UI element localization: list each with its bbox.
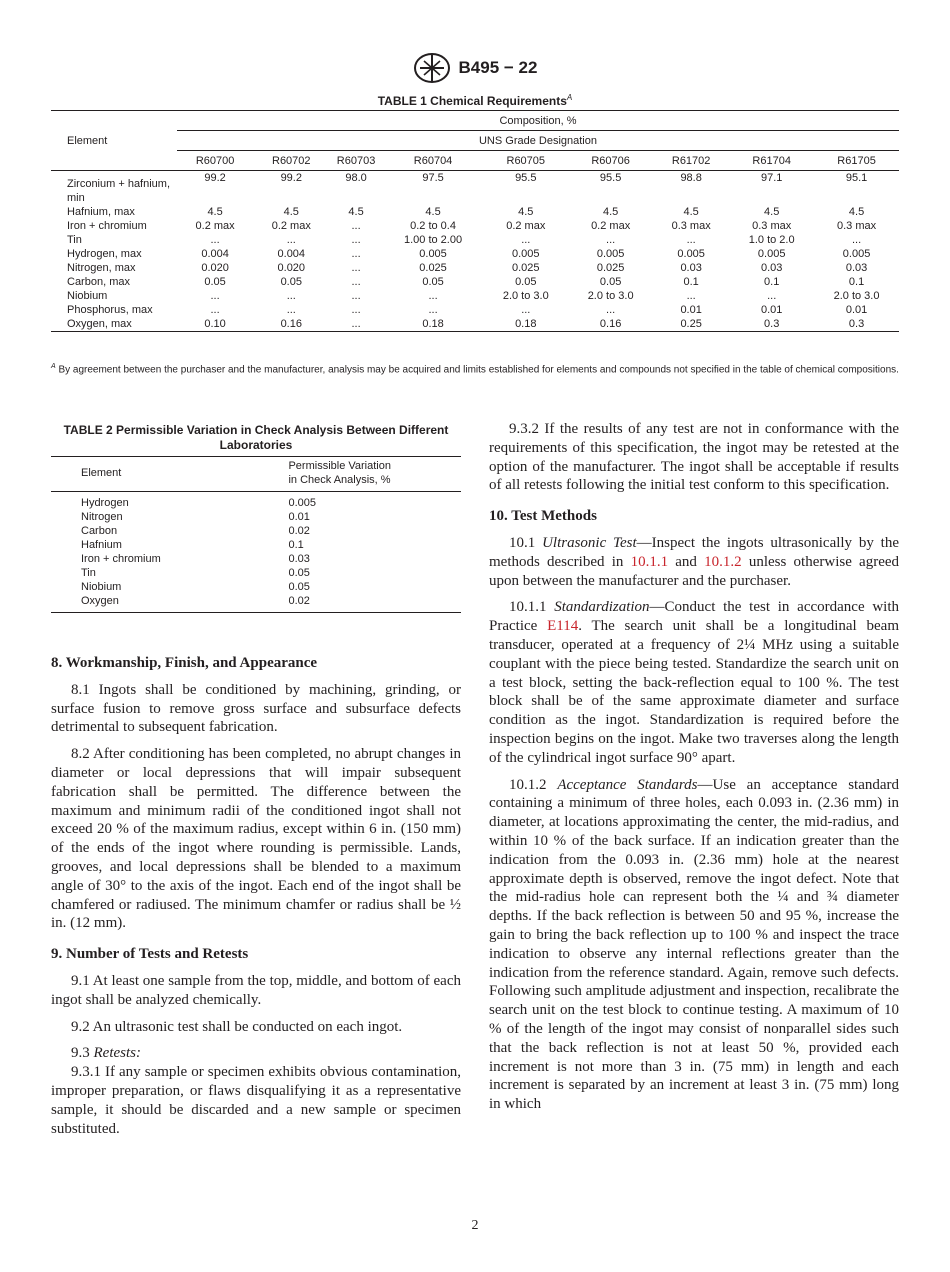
table1-value-cell: 4.5 [602,206,619,218]
table1-element-cell: Niobium [67,290,108,302]
table2-value-cell: 0.1 [288,539,304,551]
table1-value-cell: 0.03 [680,262,702,274]
table1-grade: R60702 [253,151,329,171]
section-8-heading: 8. Workmanship, Finish, and Appearance [51,655,318,671]
table2-value-cell: 0.01 [288,511,310,523]
table2-value-cell: 0.05 [288,581,310,593]
table1-value-cell: 99.2 [280,172,302,184]
table2-value-cell: 0.005 [288,497,316,509]
para-9-3-2: 9.3.2 If the results of any test are not in conformance with the requirements of this specification, the ingot may be retested at the option of the manufacturer. The ingot shall be acceptable if results of all retests following the initial test conform to this specification. [489,421,899,494]
para-10-1-text-c: unless otherwise agreed upon between the manufacturer and the purchaser. [489,553,900,589]
table1-value-cell: 0.05 [204,276,226,288]
table1-footnote-text: By agreement between the purchaser and the manufacturer, analysis may be acquired and limits established for elements and compounds not specified in the table of chemical compositions. [58,364,899,376]
para-10-1-2-text: —Use an acceptance standard containing a minimum of three holes, each 0.093 in. (2.36 mm) in diameter, at locations approximating the center, the mid-radius, and within 10 % of the back surface. If an indication greater than the indication from the 0.093 in. (2.36 mm) hole at the nearest approximate depth is observed, remove the ingot defect. Note that the mid-radius hole can represent both the ¼ and ¾ diameter depths. If the back reflection is between 50 and 95 %, increase the gain to bring the back reflection up to 100 % and inspect the trace indication to observe any internal reflections greater than the indication from the reference standard. Again, remove such defects. Following such amplitude adjustment and inspection, recalibrate the search unit on the test block to continue testing. A maximum of 10 % of the length of the ingot may consist of nonparallel sides such that the back reflection is not at least 50 %, provided each increment is not more than 3 in. (75 mm) in length and each increment is separated by an increment at least 3 in. (75 mm) long in which [489,776,900,1113]
table1-value-cell: 0.1 [764,276,780,288]
table1-element-cell: Hydrogen, max [67,248,142,260]
table1-value-cell: 4.5 [425,206,441,218]
table1-value-cell: 0.16 [253,317,329,332]
table1-value-cell: 0.005 [757,248,786,260]
table2-element-cell: Niobium [81,581,122,593]
table1-value-cell: ... [686,290,696,302]
para-10-1-1-text-a: —Conduct the test in accordance with Practice [489,599,900,635]
table1-composition-header: Composition, % [177,111,899,131]
table1-footnote [51,360,901,376]
table1-value-cell: 0.005 [596,248,625,260]
table1-value-cell: ... [606,234,616,246]
table2-value-cell: 0.02 [288,594,461,613]
table1-value-cell: 4.5 [207,206,223,218]
para-10-1-title: Ultrasonic Test [542,534,637,551]
table1-grade: R60706 [568,151,653,171]
table1-value-cell: 0.025 [596,262,625,274]
table1-element-header: Element [51,111,177,171]
table1-value-cell: 0.05 [422,276,444,288]
table1-value-cell: 1.0 to 2.0 [748,234,795,246]
table1-value-cell: ... [351,262,361,274]
table1-caption-note: A [566,93,573,102]
table2-element-cell: Oxygen [51,594,288,613]
table1-value-cell: 0.2 max [591,220,631,232]
para-10-1-2 [489,776,899,1114]
para-10-1-2-title: Acceptance Standards [557,776,698,793]
table1-value-cell: 98.0 [345,172,367,184]
section-10-heading: 10. Test Methods [489,508,597,525]
para-9-1: 9.1 At least one sample from the top, middle, and bottom of each ingot shall be analyzed chemically. [51,972,461,1008]
table1-value-cell: ... [428,290,438,302]
table1-value-cell: 0.2 to 0.4 [410,220,456,232]
table1-uns-header: UNS Grade Designation [177,131,899,151]
table1-value-cell: ... [521,234,531,246]
table2-row [51,510,461,524]
table1-value-cell: 0.1 [683,276,699,288]
table1-value-cell: 99.2 [204,172,226,184]
table1-value-cell: ... [286,234,296,246]
table1-grade: R61705 [814,151,899,171]
table1-element-cell: Iron + chromium [67,220,147,232]
table1-element-cell: Hafnium, max [67,206,135,218]
page-header [0,52,950,84]
table1-row [51,205,899,219]
table1-value-cell: ... [351,304,361,316]
para-8-1: 8.1 Ingots shall be conditioned by machining, grinding, or surface fusion to remove gross surface and subsurface defects detrimental to subsequent fabrication. [51,681,461,736]
table1-row [51,247,899,261]
table1-value-cell: ... [210,304,220,316]
table1-element-cell: Carbon, max [67,276,130,288]
table2-value-cell: 0.03 [288,553,310,565]
table1-value-cell: 0.004 [277,248,306,260]
para-8-2: 8.2 After conditioning has been completed, no abrupt changes in diameter or local depressions that will impair subsequent fabrication shall be permitted. The difference between the maximum and minimum radii of the conditioned ingot shall not exceed 20 % of the maximum radius, except within 6 in. (150 mm) of the ends of the ingot where rounding is permissible. Lands, grooves, and local depressions shall be blended to a maximum angle of 30° to the axis of the ingot. Each end of the ingot shall be chamfered or radiused. The minimum chamfer or radius shall be ½ in. (12 mm). [51,746,461,932]
table1-value-cell: 0.01 [680,304,702,316]
table1-value-cell: 0.3 [729,317,814,332]
table1-row [51,219,899,233]
para-9-3-1: 9.3.1 If any sample or specimen exhibits obvious contamination, improper preparation, or flaws disqualifying it as a representative sample, it should be discarded and a new sample or specimen substituted. [51,1064,461,1137]
table2-row [51,594,461,613]
table1-header-row [51,111,899,131]
table1-value-cell: 97.1 [760,172,783,184]
table1-value-cell: 0.01 [760,304,783,316]
table1-uns-row [51,131,899,151]
chemical-requirements-table [51,110,899,332]
section-9-heading: 9. Number of Tests and Retests [51,946,249,963]
table1-value-cell: 1.00 to 2.00 [403,234,463,246]
para-10-1-1-title: Standardization [554,599,650,616]
table1-value-cell: 0.1 [848,276,865,288]
table1-value-cell: ... [521,304,531,316]
para-10-1-1 [489,598,899,767]
table1-value-cell: 4.5 [848,206,865,218]
table1-value-cell: 4.5 [283,206,299,218]
table1-row [51,303,899,317]
para-10-1 [489,534,899,590]
table1-value-cell: 0.16 [568,317,653,332]
table1-value-cell: 2.0 to 3.0 [833,290,880,302]
table1-caption [0,93,950,108]
table1-value-cell: ... [851,234,862,246]
table2-row [51,566,461,580]
table1-grade: R61702 [653,151,729,171]
table1-value-cell: 0.025 [512,262,540,274]
table1-value-cell: 95.1 [845,172,868,184]
table1-value-cell: 4.5 [764,206,780,218]
table1-value-cell: 0.03 [845,262,868,274]
table1-value-cell: 0.2 max [195,220,235,232]
table2-header-row [51,457,461,492]
table1-value-cell: 0.05 [515,276,537,288]
table2-row [51,580,461,594]
table1-value-cell: 0.020 [201,262,229,274]
table1-value-cell: 0.03 [760,262,783,274]
table1-value-cell: 0.25 [653,317,729,332]
table2-caption: TABLE 2 Permissible Variation in Check Analysis Between Different Laboratories [63,423,449,452]
table1-value-cell: ... [286,304,296,316]
table1-value-cell: 4.5 [683,206,699,218]
table1-grades-row [51,151,899,171]
para-9-3-title: Retests: [93,1045,141,1062]
table1-value-cell: ... [686,234,696,246]
table1-row [51,233,899,247]
table1-row [51,317,899,332]
table1-value-cell: 2.0 to 3.0 [502,290,549,302]
table1-value-cell: 95.5 [515,172,537,184]
para-10-1-text-a: —Inspect the ingots ultrasonically by the methods described in [489,534,900,570]
table1-value-cell: ... [767,290,777,302]
table2-element-cell: Hafnium [81,539,122,551]
link-10-1-2[interactable]: 10.1.2 [704,553,742,570]
table1-value-cell: 0.18 [383,317,484,332]
table1-row [51,261,899,275]
table1-caption-text: TABLE 1 Chemical Requirements [377,94,567,108]
para-9-3-number: 9.3 [71,1045,90,1062]
table1-value-cell: 0.3 max [752,220,792,232]
table1-grade: R60704 [383,151,484,171]
para-10-1-text-b: and [675,553,697,570]
table1-value-cell: 97.5 [422,172,444,184]
standard-designation: B495 − 22 [458,58,538,77]
table1-value-cell: ... [606,304,616,316]
para-9-3 [51,1044,461,1063]
table1-grade: R61704 [729,151,814,171]
table2-row [51,552,461,566]
para-10-1-1-text-b: . The search unit shall be a longitudinal beam transducer, operated at a frequency of 2¼ MHz using a suitable couplant with the piece being tested. Standardize the search unit on a test block, setting the back-reflection equal to 100 %. The test block shall be of the same approximate diameter and surface condition as the ingot. Standardization is required before the inspection begins on the ingot. Make two traverses along the length of the cylindrical ingot surface 90° apart. [489,618,899,766]
left-column [51,654,461,1146]
table1-value-cell: 4.5 [518,206,534,218]
table1-element-cell: Oxygen, max [51,317,177,332]
table1-row [51,275,899,289]
link-e114[interactable]: E114 [547,618,579,635]
table2-variation-header: Permissible Variation in Check Analysis, % [288,457,461,492]
para-9-2: 9.2 An ultrasonic test shall be conducted on each ingot. [71,1018,403,1035]
table1-value-cell: ... [351,290,361,302]
table1-value-cell: ... [210,290,220,302]
table1-value-cell: 0.005 [842,248,871,260]
table1-value-cell: 0.18 [483,317,568,332]
table1-value-cell: ... [351,234,361,246]
table1-value-cell: 0.2 max [506,220,546,232]
table1-value-cell: 0.020 [277,262,306,274]
table2-element-header: Element [51,457,288,492]
para-10-1-1-number: 10.1.1 [509,599,547,616]
table1-value-cell: ... [286,290,296,302]
page-number: 2 [471,1218,479,1233]
table2-element-cell: Iron + chromium [81,553,161,565]
table1-grade: R60700 [177,151,253,171]
table1-grade: R60703 [329,151,382,171]
table2-element-cell: Nitrogen [81,511,123,523]
table1-value-cell: 0.3 [814,317,899,332]
table1-value-cell: 95.5 [599,172,622,184]
table1-value-cell: 0.2 max [271,220,311,232]
table1-element-cell: Phosphorus, max [67,304,153,316]
link-10-1-1[interactable]: 10.1.1 [630,553,669,570]
table1-value-cell: 4.5 [348,206,364,218]
table1-value-cell: 0.05 [280,276,302,288]
table1-value-cell: 0.01 [845,304,868,316]
right-column [489,420,899,1122]
table2-row [51,524,461,538]
table1-element-cell: Nitrogen, max [67,262,136,274]
table2-element-cell: Carbon [81,525,118,537]
table1-value-cell: ... [351,248,361,260]
table1-row [51,171,899,206]
check-analysis-table [51,456,461,613]
table1-value-cell: 0.10 [177,317,253,332]
astm-logo-icon [413,52,451,84]
table1-value-cell: 2.0 to 3.0 [587,290,634,302]
table1-grade: R60705 [483,151,568,171]
table2-element-cell: Hydrogen [81,497,129,509]
table2-element-cell: Tin [81,567,96,579]
table1-value-cell: 0.025 [419,262,447,274]
table2-value-cell: 0.02 [288,525,310,537]
table1-value-cell: 0.3 max [671,220,711,232]
table2-row [51,492,461,511]
table1-value-cell: 0.3 max [836,220,877,232]
para-10-1-number: 10.1 [509,534,536,551]
para-10-1-2-number: 10.1.2 [509,776,547,793]
table2-row [51,538,461,552]
table1-value-cell: ... [351,220,361,232]
table1-row [51,289,899,303]
table1-value-cell: 0.005 [677,248,705,260]
table1-value-cell: 0.005 [419,248,447,260]
table1-value-cell: 98.8 [680,172,702,184]
table1-element-cell: Zirconium + hafnium, min [67,178,171,204]
table1-element-cell: Tin [67,234,82,246]
table1-value-cell: 0.05 [599,276,622,288]
table1-value-cell: 0.005 [512,248,540,260]
table1-value-cell: ... [351,276,361,288]
table1-value-cell: ... [210,234,220,246]
table1-footnote-mark: A [51,363,56,370]
table1-value-cell: 0.004 [201,248,229,260]
table2-value-cell: 0.05 [288,567,310,579]
table1-value-cell: ... [329,317,382,332]
table1-value-cell: ... [428,304,438,316]
